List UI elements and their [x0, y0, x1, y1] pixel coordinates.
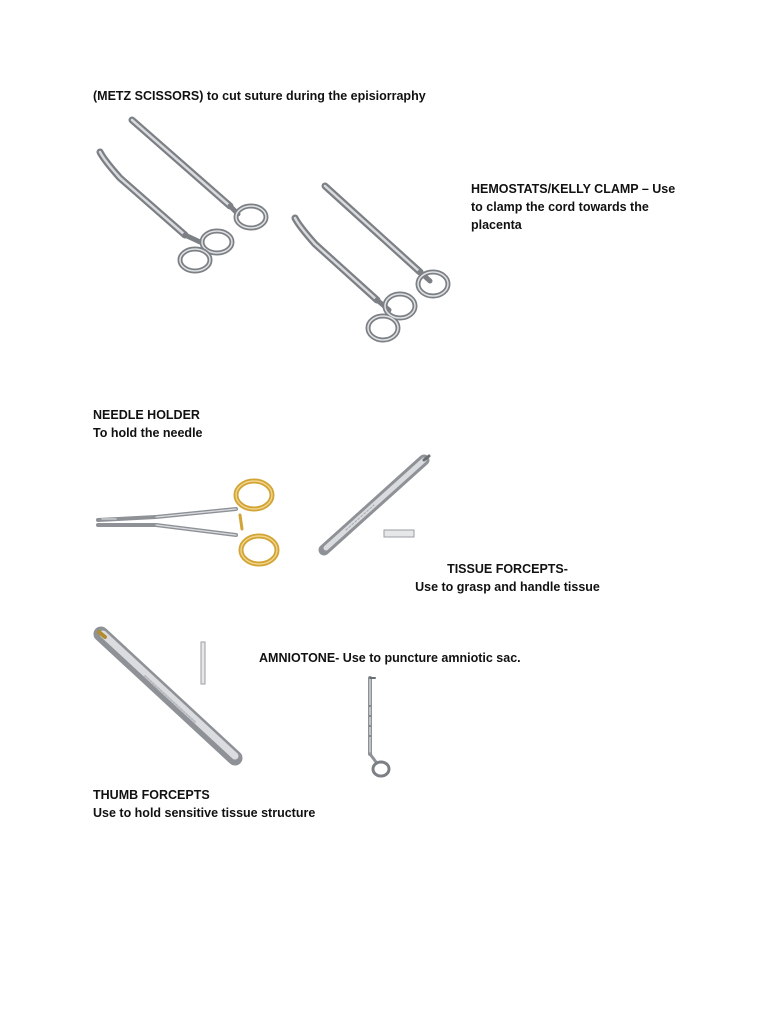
kelly-clamp-image	[285, 178, 470, 353]
tissue-forceps-title: TISSUE FORCEPTS-	[447, 562, 568, 576]
amniotone-caption: AMNIOTONE- Use to puncture amniotic sac.	[259, 651, 521, 665]
needle-holder-description: To hold the needle	[93, 426, 203, 440]
hemostat-caption-line1: HEMOSTATS/KELLY CLAMP – Use	[471, 182, 676, 196]
hemostat-caption-line3: placenta	[471, 218, 522, 232]
needle-holder-image	[96, 475, 286, 570]
thumb-forceps-title: THUMB FORCEPTS	[93, 788, 210, 802]
hemostat-caption-line2: to clamp the cord towards the	[471, 200, 649, 214]
metz-scissors-image	[90, 110, 280, 280]
tissue-forceps-image	[316, 452, 436, 562]
amniotone-image	[362, 676, 402, 781]
needle-holder-title: NEEDLE HOLDER	[93, 408, 200, 422]
metz-scissors-caption: (METZ SCISSORS) to cut suture during the episiorraphy	[93, 89, 426, 103]
thumb-forceps-image	[95, 628, 255, 773]
thumb-forceps-description: Use to hold sensitive tissue structure	[93, 806, 316, 820]
tissue-forceps-description: Use to grasp and handle tissue	[415, 580, 600, 594]
